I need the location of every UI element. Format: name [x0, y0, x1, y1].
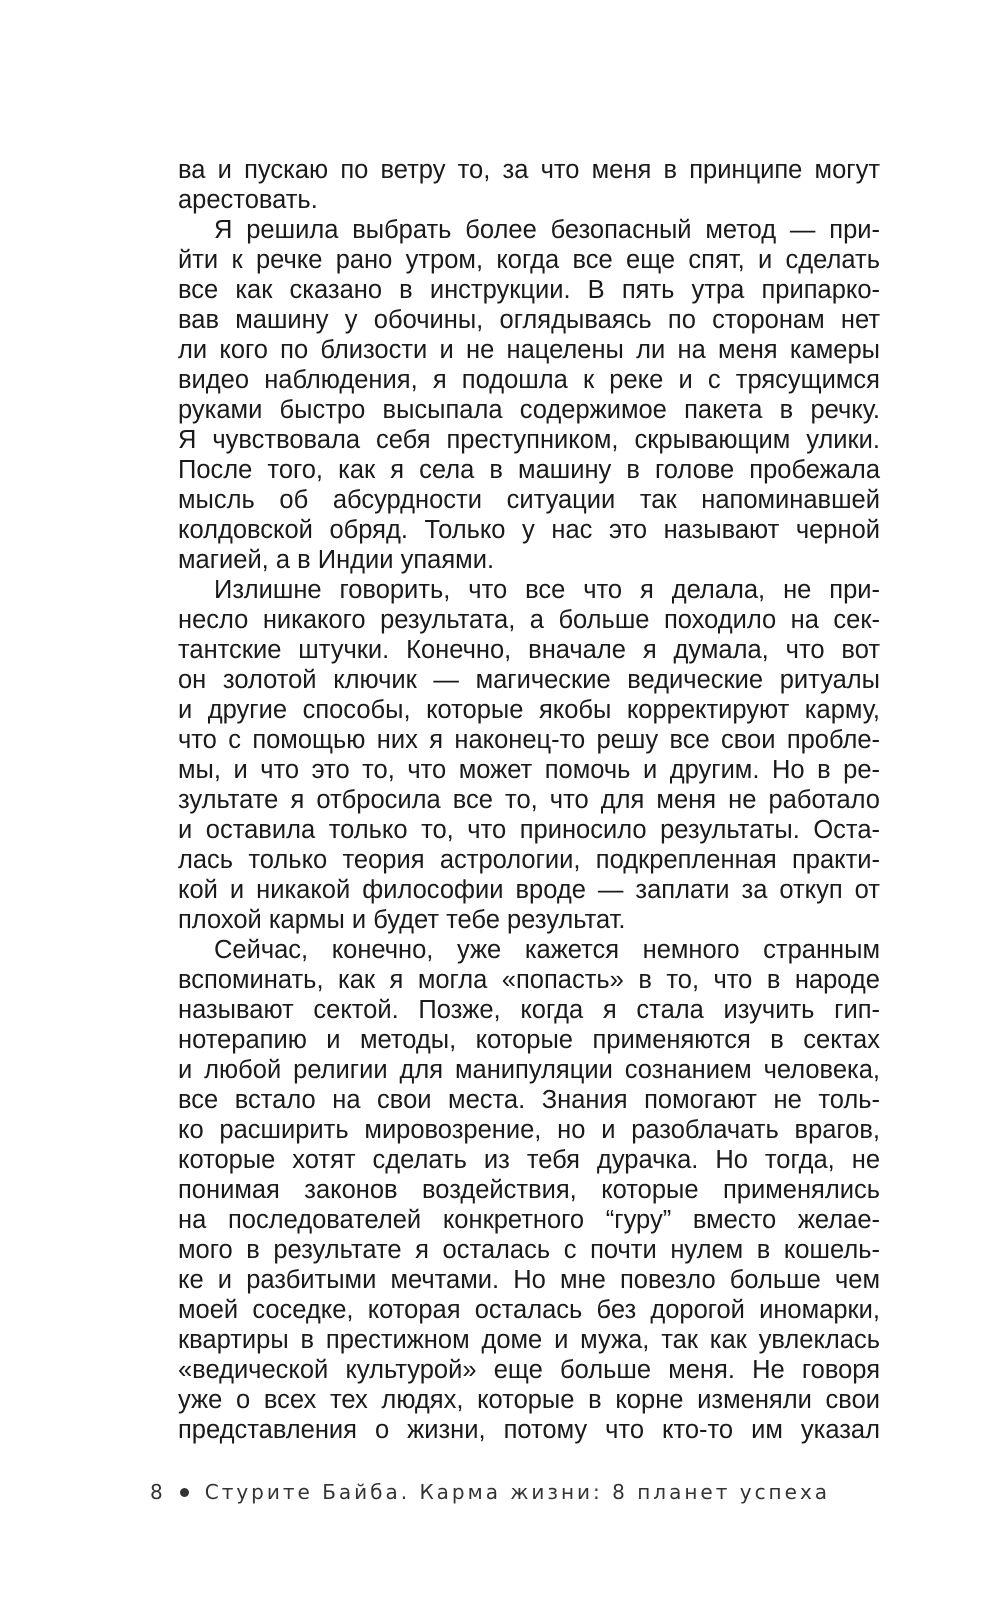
text-line: колдовской обряд. Только у нас это называют черной [178, 516, 880, 544]
text-line: на последователей конкретного “гуру” вместо желае- [178, 1206, 880, 1234]
text-line: кой и никакой философии вроде — заплати за откуп от [178, 876, 880, 904]
text-line: магией, а в Индии упаями. [178, 546, 495, 574]
text-line: ва и пускаю по ветру то, за что меня в принципе могут [178, 156, 880, 184]
text-line: мого в результате я осталась с почти нулем в кошель- [178, 1236, 880, 1264]
text-line: плохой кармы и будет тебе результат. [178, 906, 626, 934]
text-line: йти к речке рано утром, когда все еще спят, и сделать [178, 246, 880, 274]
text-line: все как сказано в инструкции. В пять утра припарко- [178, 276, 880, 304]
text-line: несло никакого результата, а больше походило на сек- [178, 606, 880, 634]
text-line: называют сектой. Позже, когда я стала изучить гип- [178, 996, 880, 1024]
page-body-text [178, 155, 880, 1445]
text-line: ке и разбитыми мечтами. Но мне повезло больше чем [178, 1266, 880, 1294]
page-footer [150, 1480, 830, 1504]
text-line: арестовать. [178, 186, 318, 214]
text-line: квартиры в престижном доме и мужа, так как увлеклась [178, 1326, 880, 1354]
text-line: что с помощью них я наконец-то решу все свои пробле- [178, 726, 880, 754]
text-line: моей соседке, которая осталась без дорогой иномарки, [178, 1296, 880, 1324]
text-line: зультате я отбросила все то, что для меня не работало [178, 786, 880, 814]
text-line: Сейчас, конечно, уже кажется немного странным [214, 936, 880, 964]
running-title: Стурите Байба. Карма жизни: 8 планет успеха [204, 1480, 831, 1504]
text-line: все встало на свои места. Знания помогают не толь- [178, 1086, 880, 1114]
text-line: мысль об абсурдности ситуации так напоминавшей [178, 486, 880, 514]
bullet-separator-icon [180, 1488, 189, 1497]
text-line: видео наблюдения, я подошла к реке и с трясущимся [178, 366, 880, 394]
text-line: уже о всех тех людях, которые в корне изменяли свои [178, 1386, 880, 1414]
text-line: вспоминать, как я могла «попасть» в то, что в народе [178, 966, 880, 994]
page-number: 8 [150, 1480, 166, 1504]
text-line: ко расширить мировозрение, но и разоблачать врагов, [178, 1116, 880, 1144]
text-line: тантские штучки. Конечно, вначале я думала, что вот [178, 636, 880, 664]
text-line: вав машину у обочины, оглядываясь по сторонам нет [178, 306, 880, 334]
text-line: мы, и что это то, что может помочь и другим. Но в ре- [178, 756, 880, 784]
text-line: и оставила только то, что приносило результаты. Оста- [178, 816, 880, 844]
text-line: Я чувствовала себя преступником, скрывающим улики. [178, 426, 880, 454]
text-line: руками быстро высыпала содержимое пакета в речку. [178, 396, 880, 424]
text-line: понимая законов воздействия, которые применялись [178, 1176, 880, 1204]
text-line: «ведической культурой» еще больше меня. Не говоря [178, 1356, 880, 1384]
text-line: нотерапию и методы, которые применяются в сектах [178, 1026, 880, 1054]
text-line: и другие способы, которые якобы корректируют карму, [178, 696, 880, 724]
text-line: После того, как я села в машину в голове пробежала [178, 456, 880, 484]
text-line: Я решила выбрать более безопасный метод — при- [214, 216, 880, 244]
text-line: которые хотят сделать из тебя дурачка. Но тогда, не [178, 1146, 880, 1174]
text-line: и любой религии для манипуляции сознанием человека, [178, 1056, 880, 1084]
text-line: лась только теория астрологии, подкрепленная практи- [178, 846, 880, 874]
text-line: Излишне говорить, что все что я делала, не при- [214, 576, 880, 604]
text-line: он золотой ключик — магические ведические ритуалы [178, 666, 880, 694]
text-line: представления о жизни, потому что кто-то им указал [178, 1416, 880, 1444]
text-line: ли кого по близости и не нацелены ли на меня камеры [178, 336, 880, 364]
